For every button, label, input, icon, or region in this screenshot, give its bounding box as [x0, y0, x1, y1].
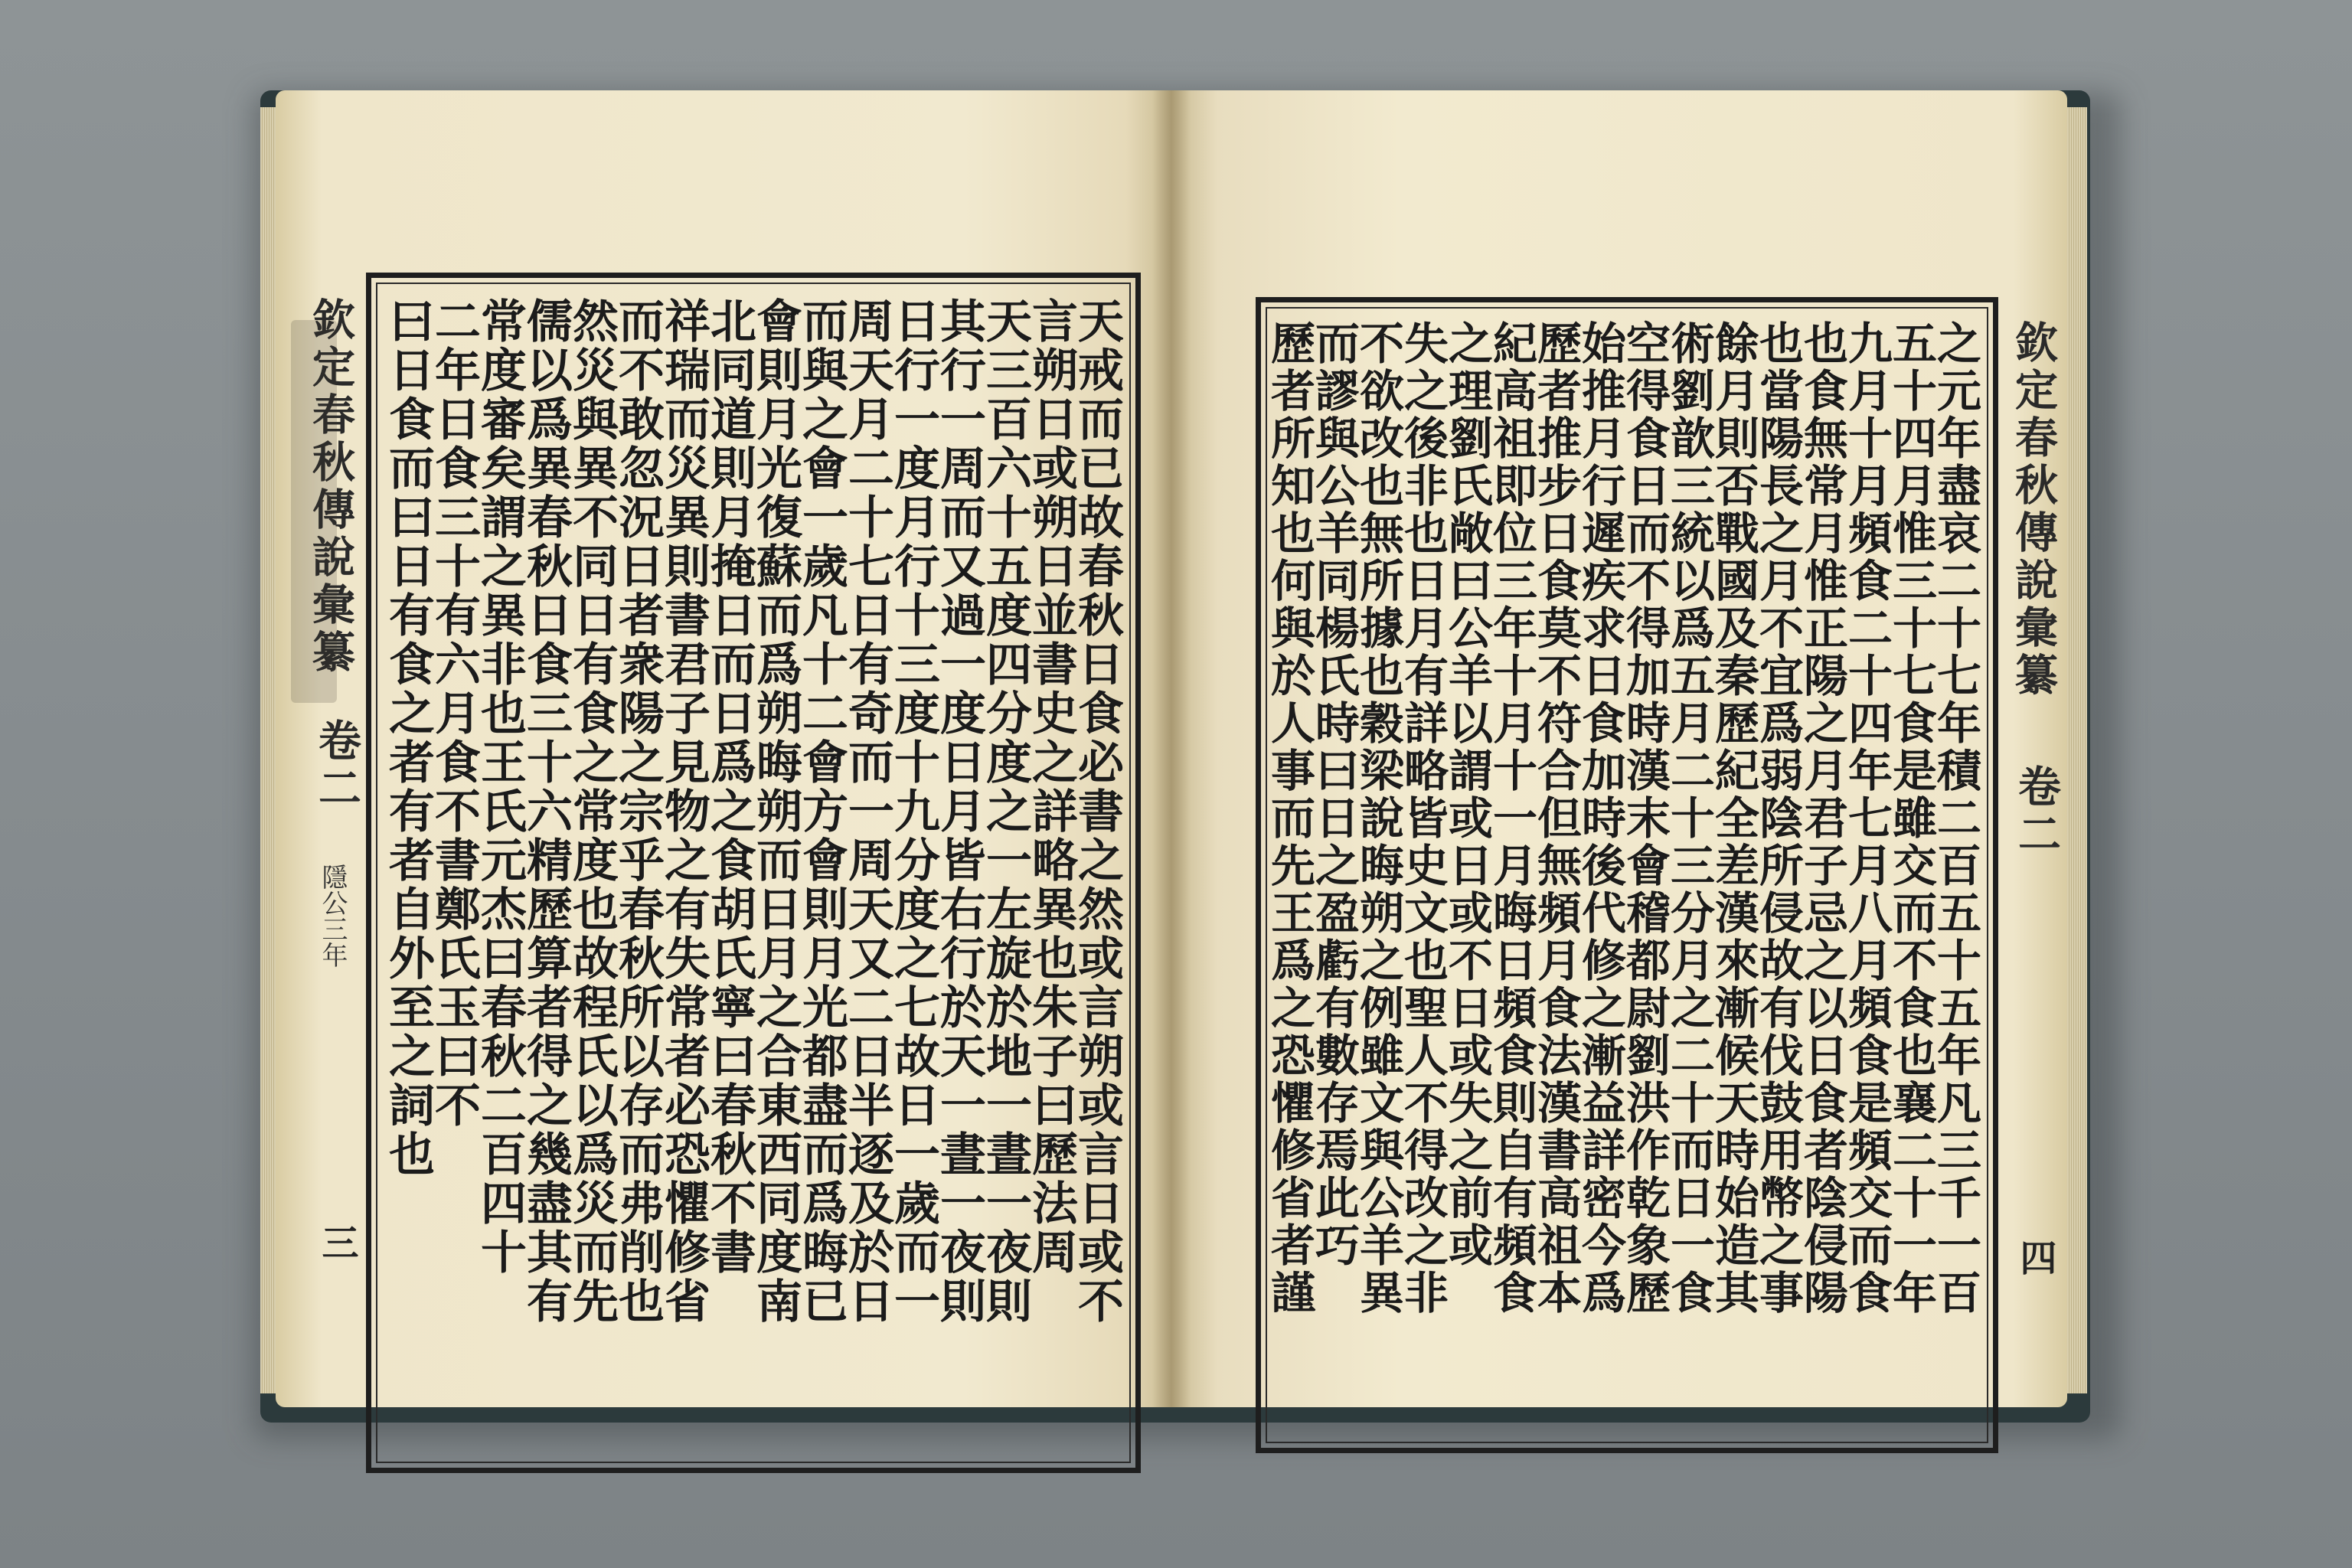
left-side-title: 欽定春秋傳說彙纂 — [305, 297, 356, 677]
right-column: 五十四月惟三十七食是雖交而不食也襄二十一年 — [1885, 320, 1937, 1317]
right-side-title: 欽定春秋傳說彙纂 — [2008, 320, 2059, 700]
left-side-print-texture — [291, 320, 337, 703]
left-column: 曰日食而曰日有食之者有者自外至之詞也 — [381, 297, 435, 1179]
right-column: 失之後非也日月有詳略皆史文也聖人不得改之非 — [1396, 320, 1449, 1317]
left-column: 二年日食三十有六月食不書鄭氏玉曰不 — [427, 297, 481, 1130]
left-column: 會則月光復蘇而爲朔晦朔而日月之合東西同度南 — [749, 297, 802, 1326]
left-column: 天戒而已故春秋日食必書之然或言朔或言日或不 — [1070, 297, 1124, 1326]
left-column: 周天月二十七日有奇而一周天又二日半逐及於日 — [841, 297, 894, 1326]
right-column: 餘月則否戰國及秦歷紀全差漢來漸候天時始造其 — [1707, 320, 1759, 1317]
right-column: 歷者推步日食莫不符合但無頻月食法漢書高祖本 — [1530, 320, 1582, 1317]
right-column: 九月十月頻食二十四年七月八月頻食是頻交而食 — [1841, 320, 1893, 1317]
right-side-volume: 卷二 — [2011, 764, 2062, 859]
right-column: 不欲改也無所據也穀梁說晦朔之例雖文與公羊異 — [1352, 320, 1404, 1317]
left-column: 常度審矣謂之異非也王氏元杰曰春秋二百四十 — [473, 297, 527, 1277]
left-column: 日行一度月行十三度十九分度之七故日一歲而一 — [887, 297, 940, 1326]
left-page-number: 三 — [315, 1223, 358, 1260]
right-column: 也當陽長之月不宜爲弱陰所侵故有伐鼓用幣之事 — [1752, 320, 1804, 1317]
left-column: 儒以爲異春秋日食三十六精歷算者得之幾盡其有 — [519, 297, 573, 1326]
right-column: 之理劉氏敞曰公羊以謂或日或不日或失之前或 — [1441, 320, 1493, 1269]
left-column: 其行一周而又過一度日月皆右行於天一晝一夜則 — [933, 297, 986, 1326]
book-gutter — [1152, 90, 1191, 1407]
right-column: 術劉歆三統以爲五月二十三分月之二十而日一食 — [1663, 320, 1715, 1317]
left-text-columns — [381, 297, 1124, 1461]
left-column: 祥瑞而災異則書君子見物之有失常者必恐懼修省 — [657, 297, 710, 1326]
right-text-columns — [1263, 320, 1981, 1438]
right-page-edges — [2067, 107, 2087, 1393]
right-column: 歷者所知也何與於人事而先王爲之恐懼修省者謹 — [1263, 320, 1315, 1317]
right-column: 始推月行遲疾求日食加時後代修之漸益詳密今爲 — [1574, 320, 1626, 1317]
left-column: 北同道則月掩日而日爲之食胡氏寧曰春秋不書 — [703, 297, 756, 1277]
left-column: 言朔日或朔日並書史之詳略異也朱子曰歷法周 — [1024, 297, 1078, 1277]
right-column: 之元年盡哀二十七年積二百五十五年凡三千一百 — [1929, 320, 1981, 1317]
left-page — [276, 90, 1171, 1407]
right-column: 空得食日而不得加時漢末會稽都尉劉洪作乾象歷 — [1619, 320, 1671, 1317]
left-side-volume: 卷二 — [312, 718, 362, 813]
left-column: 天三百六十五度四分度之一左旋於地一晝一夜則 — [978, 297, 1032, 1326]
left-column: 而與之會一歲凡十二會方會則月光都盡而爲晦已 — [795, 297, 848, 1326]
right-column: 而謬與公羊同楊氏時曰日之盈虧有數存焉此巧 — [1308, 320, 1360, 1269]
left-side-section: 隱公三年 — [317, 864, 348, 968]
right-column: 也食無常月惟正陽之月君子忌之以日食者陰侵陽 — [1796, 320, 1848, 1317]
right-page-number: 四 — [2014, 1239, 2056, 1276]
left-column: 而不敢忽況日者衆陽之宗乎春秋所以存而弗削也 — [611, 297, 665, 1326]
right-page — [1171, 90, 2067, 1407]
left-column: 然災與異不同日有食之常度也故程氏以爲災而先 — [565, 297, 619, 1326]
right-column: 紀高祖即位三年十月十一月晦日頻食則自有頻食 — [1485, 320, 1537, 1317]
